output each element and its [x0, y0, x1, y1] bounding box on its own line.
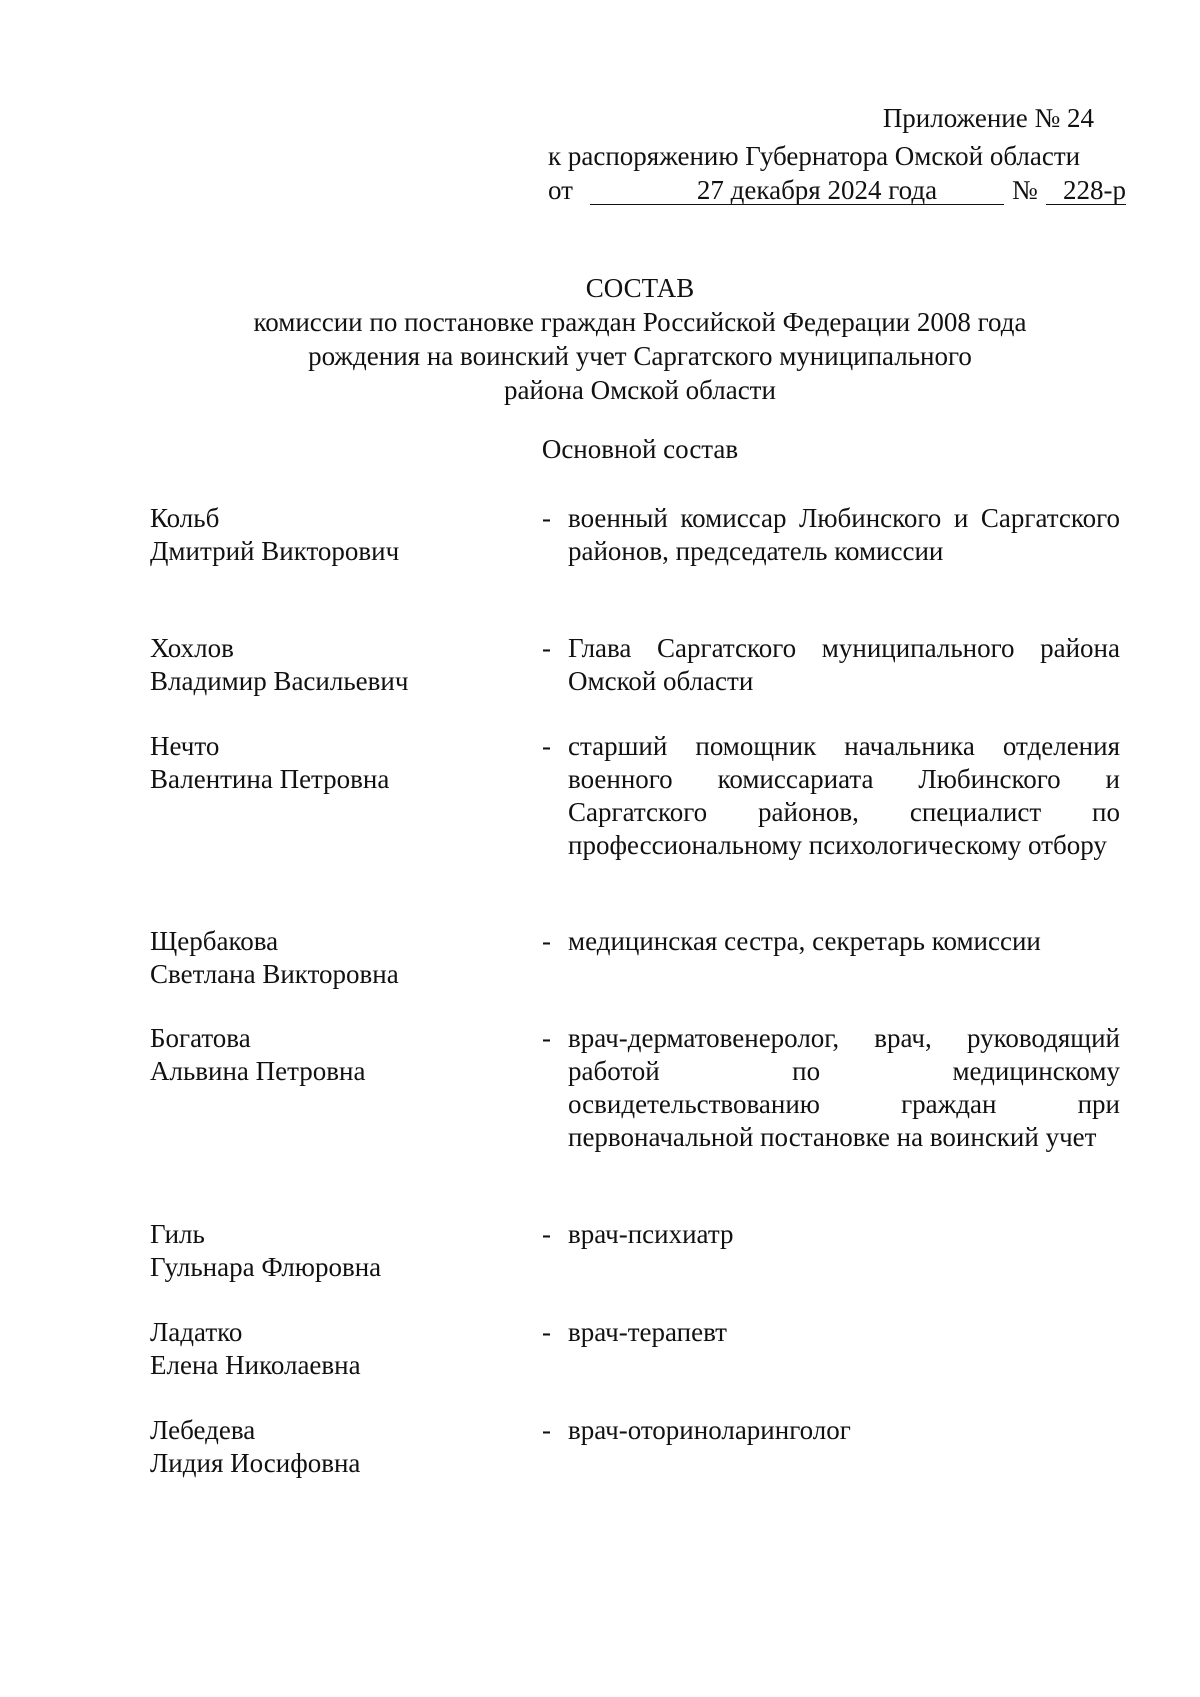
- order-date-field: [590, 174, 1004, 205]
- document-subtitle-line: комиссии по постановке граждан Российской Федерации 2008 года: [253, 307, 1027, 337]
- member-name: [150, 502, 530, 568]
- member-name: [150, 632, 530, 698]
- member-given-names: Владимир Васильевич: [150, 666, 409, 696]
- dash-separator: -: [542, 503, 551, 533]
- member-surname: Хохлов: [150, 633, 234, 663]
- dash-separator: -: [542, 1415, 551, 1445]
- appendix-number: Приложение № 24: [882, 103, 1094, 133]
- member-name: [150, 730, 530, 796]
- appendix-order-reference: к распоряжению Губернатора Омской области: [548, 141, 1081, 171]
- member-name: [150, 925, 530, 991]
- appendix-date-line: [548, 174, 1126, 208]
- member-surname: Лебедева: [150, 1415, 256, 1445]
- member-given-names: Елена Николаевна: [150, 1350, 361, 1380]
- member-role: Глава Саргатского муниципального района Омской области: [568, 633, 1120, 696]
- member-given-names: Гульнара Флюровна: [150, 1252, 382, 1282]
- number-sign: №: [1012, 175, 1038, 205]
- dash-separator: -: [542, 1219, 551, 1249]
- member-role: врач-дерматовенеролог, врач, руководящий работой по медицинскому освидетельствованию граждан при первоначальной постановке на воинский учет: [568, 1023, 1120, 1152]
- member-surname: Ладатко: [150, 1317, 243, 1347]
- member-role: старший помощник начальника отделения военного комиссариата Любинского и Саргатского районов, специалист по профессиональному психологическому отбору: [568, 731, 1120, 860]
- document-subtitle-line: района Омской области: [504, 375, 776, 405]
- order-date: 27 декабря 2024 года: [696, 175, 938, 205]
- dash-separator: -: [542, 633, 551, 663]
- document-title: СОСТАВ: [585, 273, 695, 303]
- member-name: [150, 1316, 530, 1382]
- document-subtitle-line: рождения на воинский учет Саргатского муниципального: [308, 341, 972, 371]
- member-given-names: Лидия Иосифовна: [150, 1448, 361, 1478]
- dash-separator: -: [542, 1023, 551, 1053]
- from-label: от: [548, 175, 573, 205]
- member-surname: Щербакова: [150, 926, 279, 956]
- member-role: медицинская сестра, секретарь комиссии: [568, 926, 1041, 956]
- section-heading: Основной состав: [541, 434, 739, 464]
- document-title-block: [150, 272, 1130, 408]
- member-role: врач-оториноларинголог: [568, 1415, 851, 1445]
- member-role: военный комиссар Любинского и Саргатского районов, председатель комиссии: [568, 503, 1120, 566]
- member-given-names: Альвина Петровна: [150, 1056, 366, 1086]
- member-surname: Гиль: [150, 1219, 205, 1249]
- member-surname: Нечто: [150, 731, 220, 761]
- member-role: врач-терапевт: [568, 1317, 727, 1347]
- member-name: [150, 1414, 530, 1480]
- member-role: врач-психиатр: [568, 1219, 734, 1249]
- member-given-names: Дмитрий Викторович: [150, 536, 400, 566]
- appendix-reference: [548, 102, 1126, 208]
- dash-separator: -: [542, 1317, 551, 1347]
- order-number: 228-р: [1046, 174, 1126, 205]
- member-given-names: Валентина Петровна: [150, 764, 390, 794]
- member-surname: Богатова: [150, 1023, 251, 1053]
- member-surname: Кольб: [150, 503, 220, 533]
- member-name: [150, 1022, 530, 1088]
- member-name: [150, 1218, 530, 1284]
- member-given-names: Светлана Викторовна: [150, 959, 399, 989]
- dash-separator: -: [542, 731, 551, 761]
- dash-separator: -: [542, 926, 551, 956]
